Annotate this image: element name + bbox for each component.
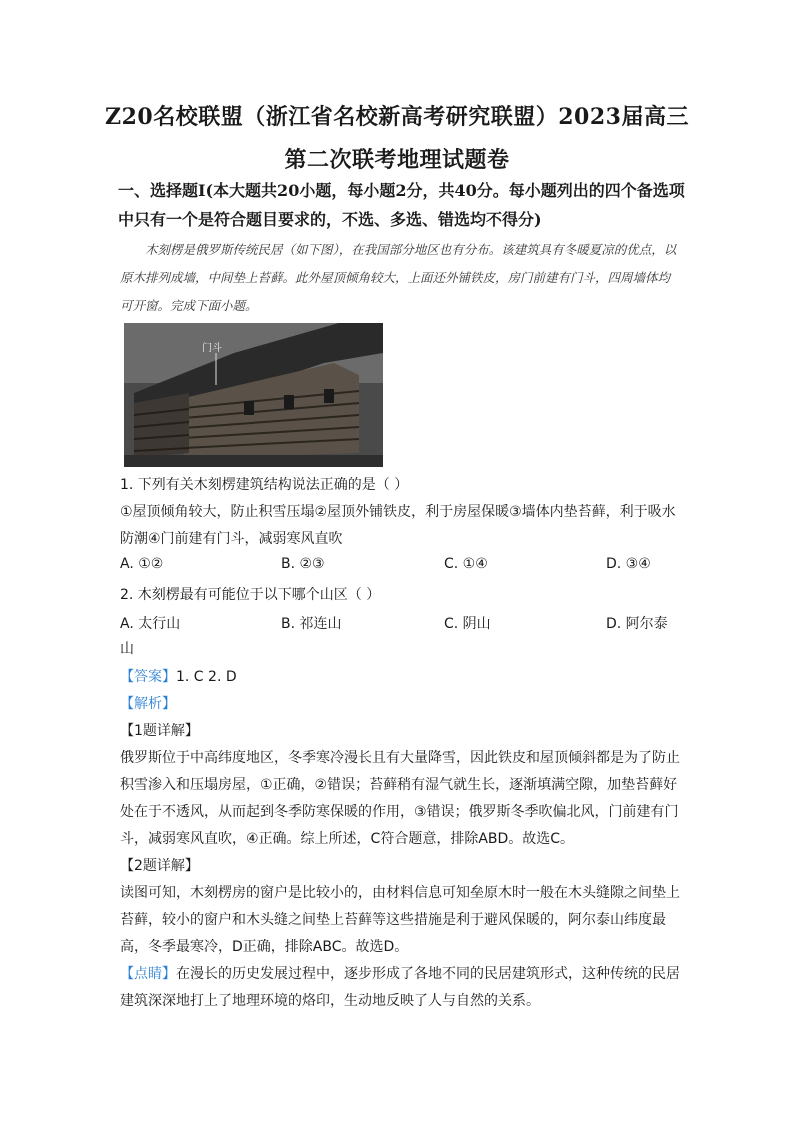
q2-option-a[interactable]: A. 太行山 xyxy=(120,616,181,632)
question-2-options xyxy=(120,613,680,637)
question-2-stem: 2. 木刻楞最有可能位于以下哪个山区（ ） xyxy=(120,587,381,603)
question-1-statements: ①屋顶倾角较大，防止积雪压塌②屋顶外铺铁皮，利于房屋保暖③墙体内垫苔藓，利于吸水防潮④门前建有门斗，减弱寒风直吹 xyxy=(120,504,676,547)
q2-detail-label: 【2题详解】 xyxy=(120,858,199,874)
q2-option-d-wrap: 山 xyxy=(120,641,134,657)
answer-line xyxy=(120,664,680,1015)
log-house-photo xyxy=(124,323,383,467)
page-title-line2: 第二次联考地理试题卷 xyxy=(284,147,510,173)
photo-label: 门斗 xyxy=(202,343,222,354)
q1-option-b[interactable]: B. ②③ xyxy=(281,556,325,572)
answer-value: 1. C 2. D xyxy=(176,669,237,685)
q1-detail-text: 俄罗斯位于中高纬度地区，冬季寒冷漫长且有大量降雪，因此铁皮和屋顶倾斜都是为了防止积雪渗入和压塌房屋，①正确，②错误；苔藓稍有湿气就生长，逐渐填满空隙，加垫苔藓好处在于不透风，从而起到冬季防寒保暖的作用，③错误；俄罗斯冬季吹偏北风，门前建有门斗，减弱寒风直吹，④正确。综上所述，C符合题意，排除ABD。故选C。 xyxy=(120,750,680,847)
q2-option-c[interactable]: C. 阴山 xyxy=(444,616,491,632)
q2-detail-text: 读图可知，木刻楞房的窗户是比较小的，由材料信息可知垒原木时一般在木头缝隙之间垫上苔藓，较小的窗户和木头缝之间垫上苔藓等这些措施是利于避风保暖的，阿尔泰山纬度最高，冬季最寒冷，D正确，排除ABC。故选D。 xyxy=(120,885,680,955)
answer-label: 【答案】 xyxy=(120,669,176,685)
q1-option-a[interactable]: A. ①② xyxy=(120,556,164,572)
section-heading: 一、选择题Ⅰ(本大题共20小题，每小题2分，共40分。每小题列出的四个备选项中只有一个是符合题目要求的，不选、多选、错选均不得分) xyxy=(118,181,685,229)
q2-option-d[interactable]: D. 阿尔泰 xyxy=(606,616,668,632)
question-2 xyxy=(120,582,680,609)
material-text: 木刻楞是俄罗斯传统民居（如下图），在我国部分地区也有分布。该建筑具有冬暖夏凉的优点，以原木排列成墙，中间垫上苔藓。此外屋顶倾角较大，上面还外铺铁皮，房门前建有门斗，四周墙体均可开窗。完成下面小题。 xyxy=(120,242,677,313)
q1-option-d[interactable]: D. ③④ xyxy=(606,556,651,572)
question-1-stem: 1. 下列有关木刻楞建筑结构说法正确的是（ ） xyxy=(120,477,409,493)
q2-option-b[interactable]: B. 祁连山 xyxy=(281,616,342,632)
comment-text: 在漫长的历史发展过程中，逐步形成了各地不同的民居建筑形式，这种传统的民居建筑深深地打上了地理环境的烙印，生动地反映了人与自然的关系。 xyxy=(120,966,680,1009)
log-house-illustration xyxy=(124,323,383,467)
page-title-line1: Z20名校联盟（浙江省名校新高考研究联盟）2023届高三 xyxy=(105,104,689,130)
analysis-label: 【解析】 xyxy=(120,696,176,712)
comment-label: 【点睛】 xyxy=(120,966,176,982)
q1-detail-label: 【1题详解】 xyxy=(120,723,199,739)
question-1 xyxy=(120,472,680,553)
question-1-options xyxy=(120,556,680,580)
q1-option-c[interactable]: C. ①④ xyxy=(444,556,488,572)
